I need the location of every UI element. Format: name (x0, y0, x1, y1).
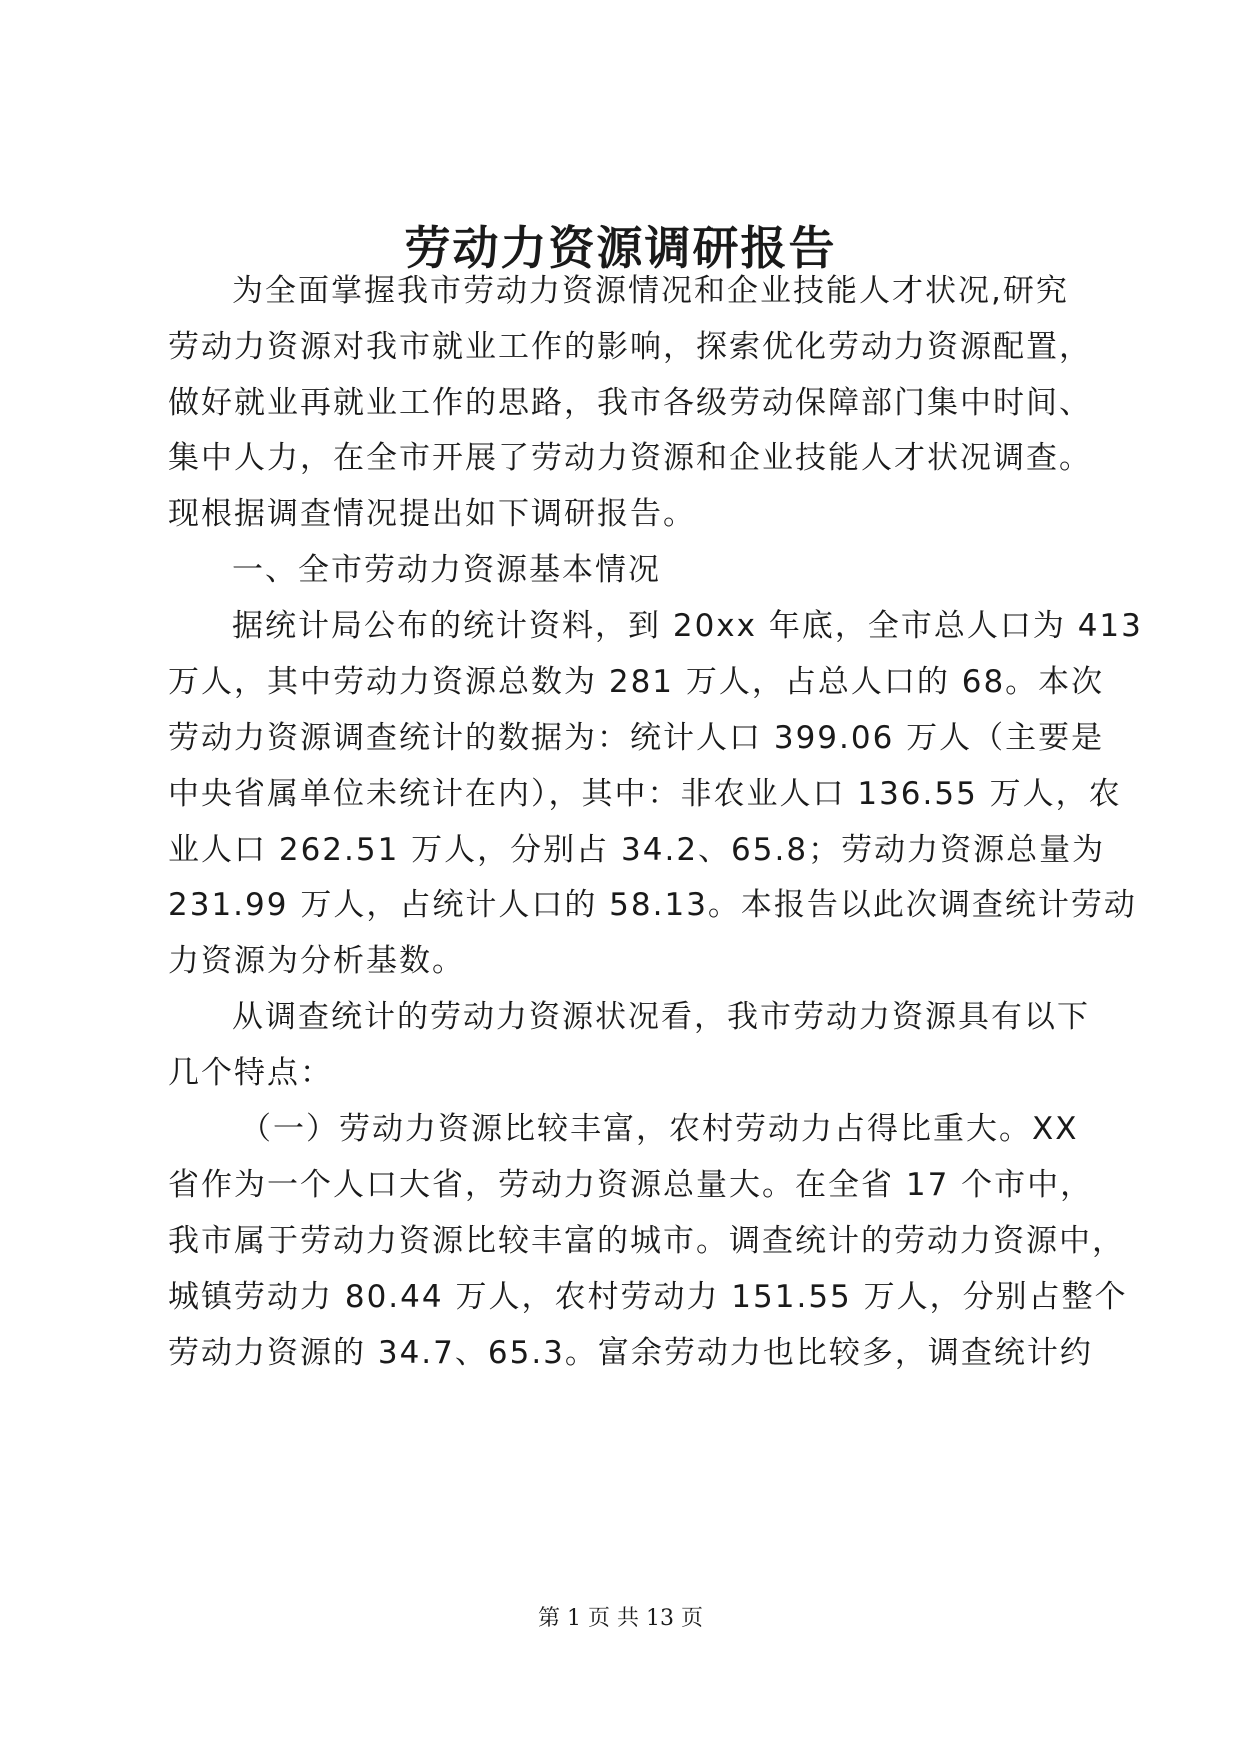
body-line: 业人口 262.51 万人，分别占 34.2、65.8；劳动力资源总量为 (168, 832, 1106, 868)
subsection-line: （一）劳动力资源比较丰富，农村劳动力占得比重大。XX (240, 1111, 1079, 1147)
body-line: 省作为一个人口大省，劳动力资源总量大。在全省 17 个市中， (168, 1167, 1094, 1203)
body-line: 集中人力，在全市开展了劳动力资源和企业技能人才状况调查。 (168, 440, 1092, 476)
page-number-footer: 第 1 页 共 13 页 (538, 1606, 703, 1631)
body-line: 做好就业再就业工作的思路，我市各级劳动保障部门集中时间、 (168, 385, 1092, 421)
body-line: 劳动力资源调查统计的数据为：统计人口 399.06 万人（主要是 (168, 720, 1105, 756)
section-heading: 一、全市劳动力资源基本情况 (232, 552, 661, 588)
body-line: 从调查统计的劳动力资源状况看，我市劳动力资源具有以下 (232, 999, 1090, 1035)
body-line: 231.99 万人，占统计人口的 58.13。本报告以此次调查统计劳动 (168, 887, 1137, 923)
document-title: 劳动力资源调研报告 (404, 221, 837, 275)
body-line: 城镇劳动力 80.44 万人，农村劳动力 151.55 万人，分别占整个 (168, 1279, 1128, 1315)
body-line: 劳动力资源对我市就业工作的影响，探索优化劳动力资源配置， (168, 329, 1092, 365)
body-line: 劳动力资源的 34.7、65.3。富余劳动力也比较多，调查统计约 (168, 1335, 1093, 1371)
body-line: 万人，其中劳动力资源总数为 281 万人，占总人口的 68。本次 (168, 664, 1105, 700)
body-line: 为全面掌握我市劳动力资源情况和企业技能人才状况,研究 (232, 273, 1069, 309)
body-line: 我市属于劳动力资源比较丰富的城市。调查统计的劳动力资源中， (168, 1223, 1125, 1259)
body-line: 据统计局公布的统计资料，到 20xx 年底，全市总人口为 413 (232, 608, 1143, 644)
body-line: 几个特点： (168, 1055, 333, 1091)
body-line: 力资源为分析基数。 (168, 943, 465, 979)
body-line: 现根据调查情况提出如下调研报告。 (168, 496, 696, 532)
body-line: 中央省属单位未统计在内），其中：非农业人口 136.55 万人，农 (168, 776, 1122, 812)
